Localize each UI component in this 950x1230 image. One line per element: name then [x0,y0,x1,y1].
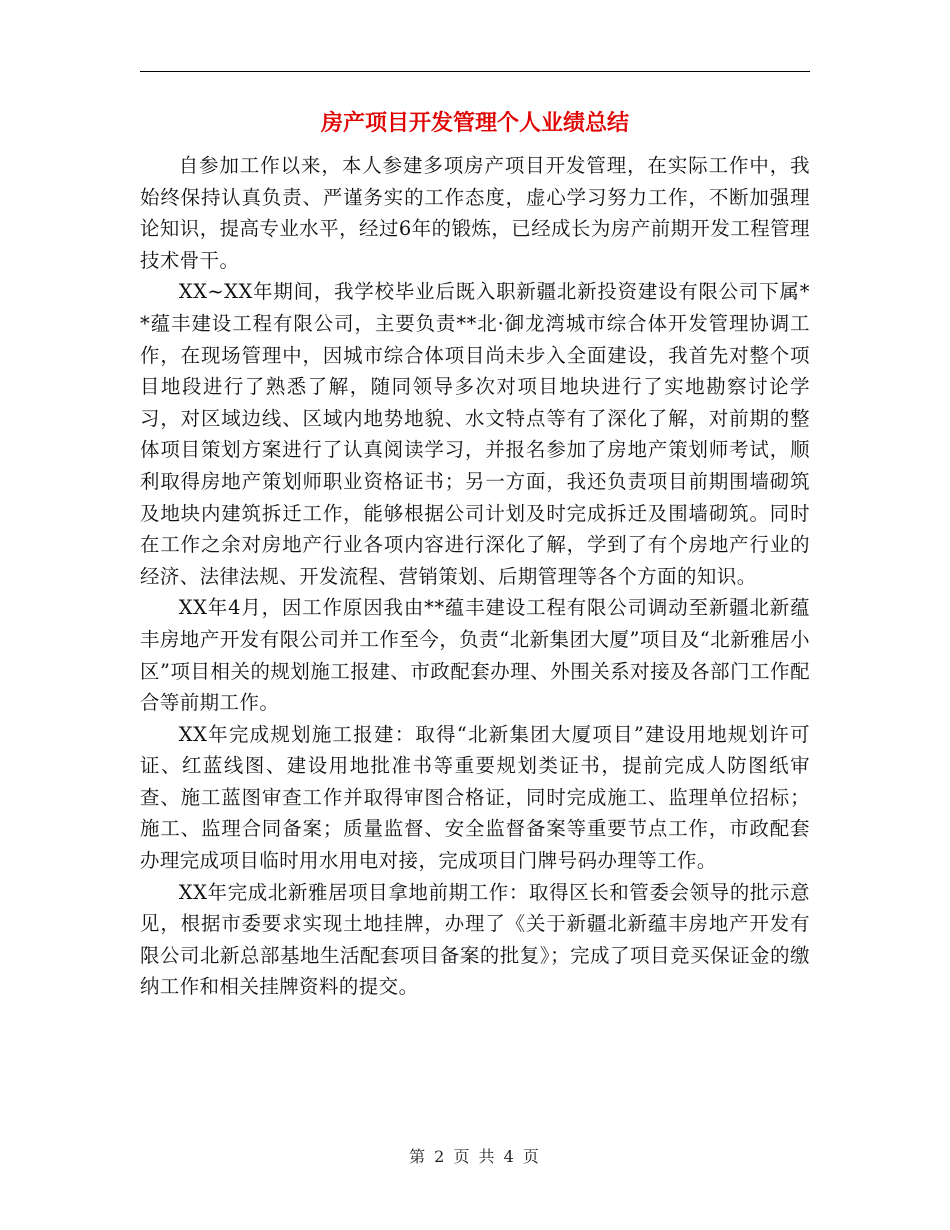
page-number-footer: 第 2 页 共 4 页 [409,1147,541,1166]
paragraph-early-career: XX~XX年期间，我学校毕业后既入职新疆北新投资建设有限公司下属**蕴丰建设工程有限公司，主要负责**北·御龙湾城市综合体开发管理协调工作，在现场管理中，因城市综合体项目尚未步入全面建设，我首先对整个项目地段进行了熟悉了解，随同领导多次对项目地块进行了实地勘察讨论学习，对区域边线、区域内地势地貌、水文特点等有了深化了解，对前期的整体项目策划方案进行了认真阅读学习，并报名参加了房地产策划师考试，顺利取得房地产策划师职业资格证书；另一方面，我还负责项目前期围墙砌筑及地块内建筑拆迁工作，能够根据公司计划及时完成拆迁及围墙砌筑。同时在工作之余对房地产行业各项内容进行深化了解，学到了有个房地产行业的经济、法律法规、开发流程、营销策划、后期管理等各个方面的知识。 [140,280,810,588]
paragraph-land-acquisition: XX年完成北新雅居项目拿地前期工作：取得区长和管委会领导的批示意见，根据市委要求实现土地挂牌，办理了《关于新疆北新蕴丰房地产开发有限公司北新总部基地生活配套项目备案的批复》；完成了项目竞买保证金的缴纳工作和相关挂牌资料的提交。 [140,880,810,999]
header-rule [140,71,810,72]
paragraph-intro: 自参加工作以来，本人参建多项房产项目开发管理，在实际工作中，我始终保持认真负责、严谨务实的工作态度，虚心学习努力工作，不断加强理论知识，提高专业水平，经过6年的锻炼，已经成长为房产前期开发工程管理技术骨干。 [140,154,810,272]
document-title: 房产项目开发管理个人业绩总结 [320,111,629,136]
paragraph-transfer: XX年4月，因工作原因我由**蕴丰建设工程有限公司调动至新疆北新蕴丰房地产开发有限公司并工作至今，负责“北新集团大厦”项目及“北新雅居小区”项目相关的规划施工报建、市政配套办理、外围关系对接及各部门工作配合等前期工作。 [140,596,810,715]
document-body [140,150,810,1003]
paragraph-planning-permits: XX年完成规划施工报建：取得“北新集团大厦项目”建设用地规划许可证、红蓝线图、建设用地批准书等重要规划类证书，提前完成人防图纸审查、施工蓝图审查工作并取得审图合格证，同时完成施工、监理单位招标；施工、监理合同备案；质量监督、安全监督备案等重要节点工作，市政配套办理完成项目临时用水用电对接，完成项目门牌号码办理等工作。 [140,722,810,873]
